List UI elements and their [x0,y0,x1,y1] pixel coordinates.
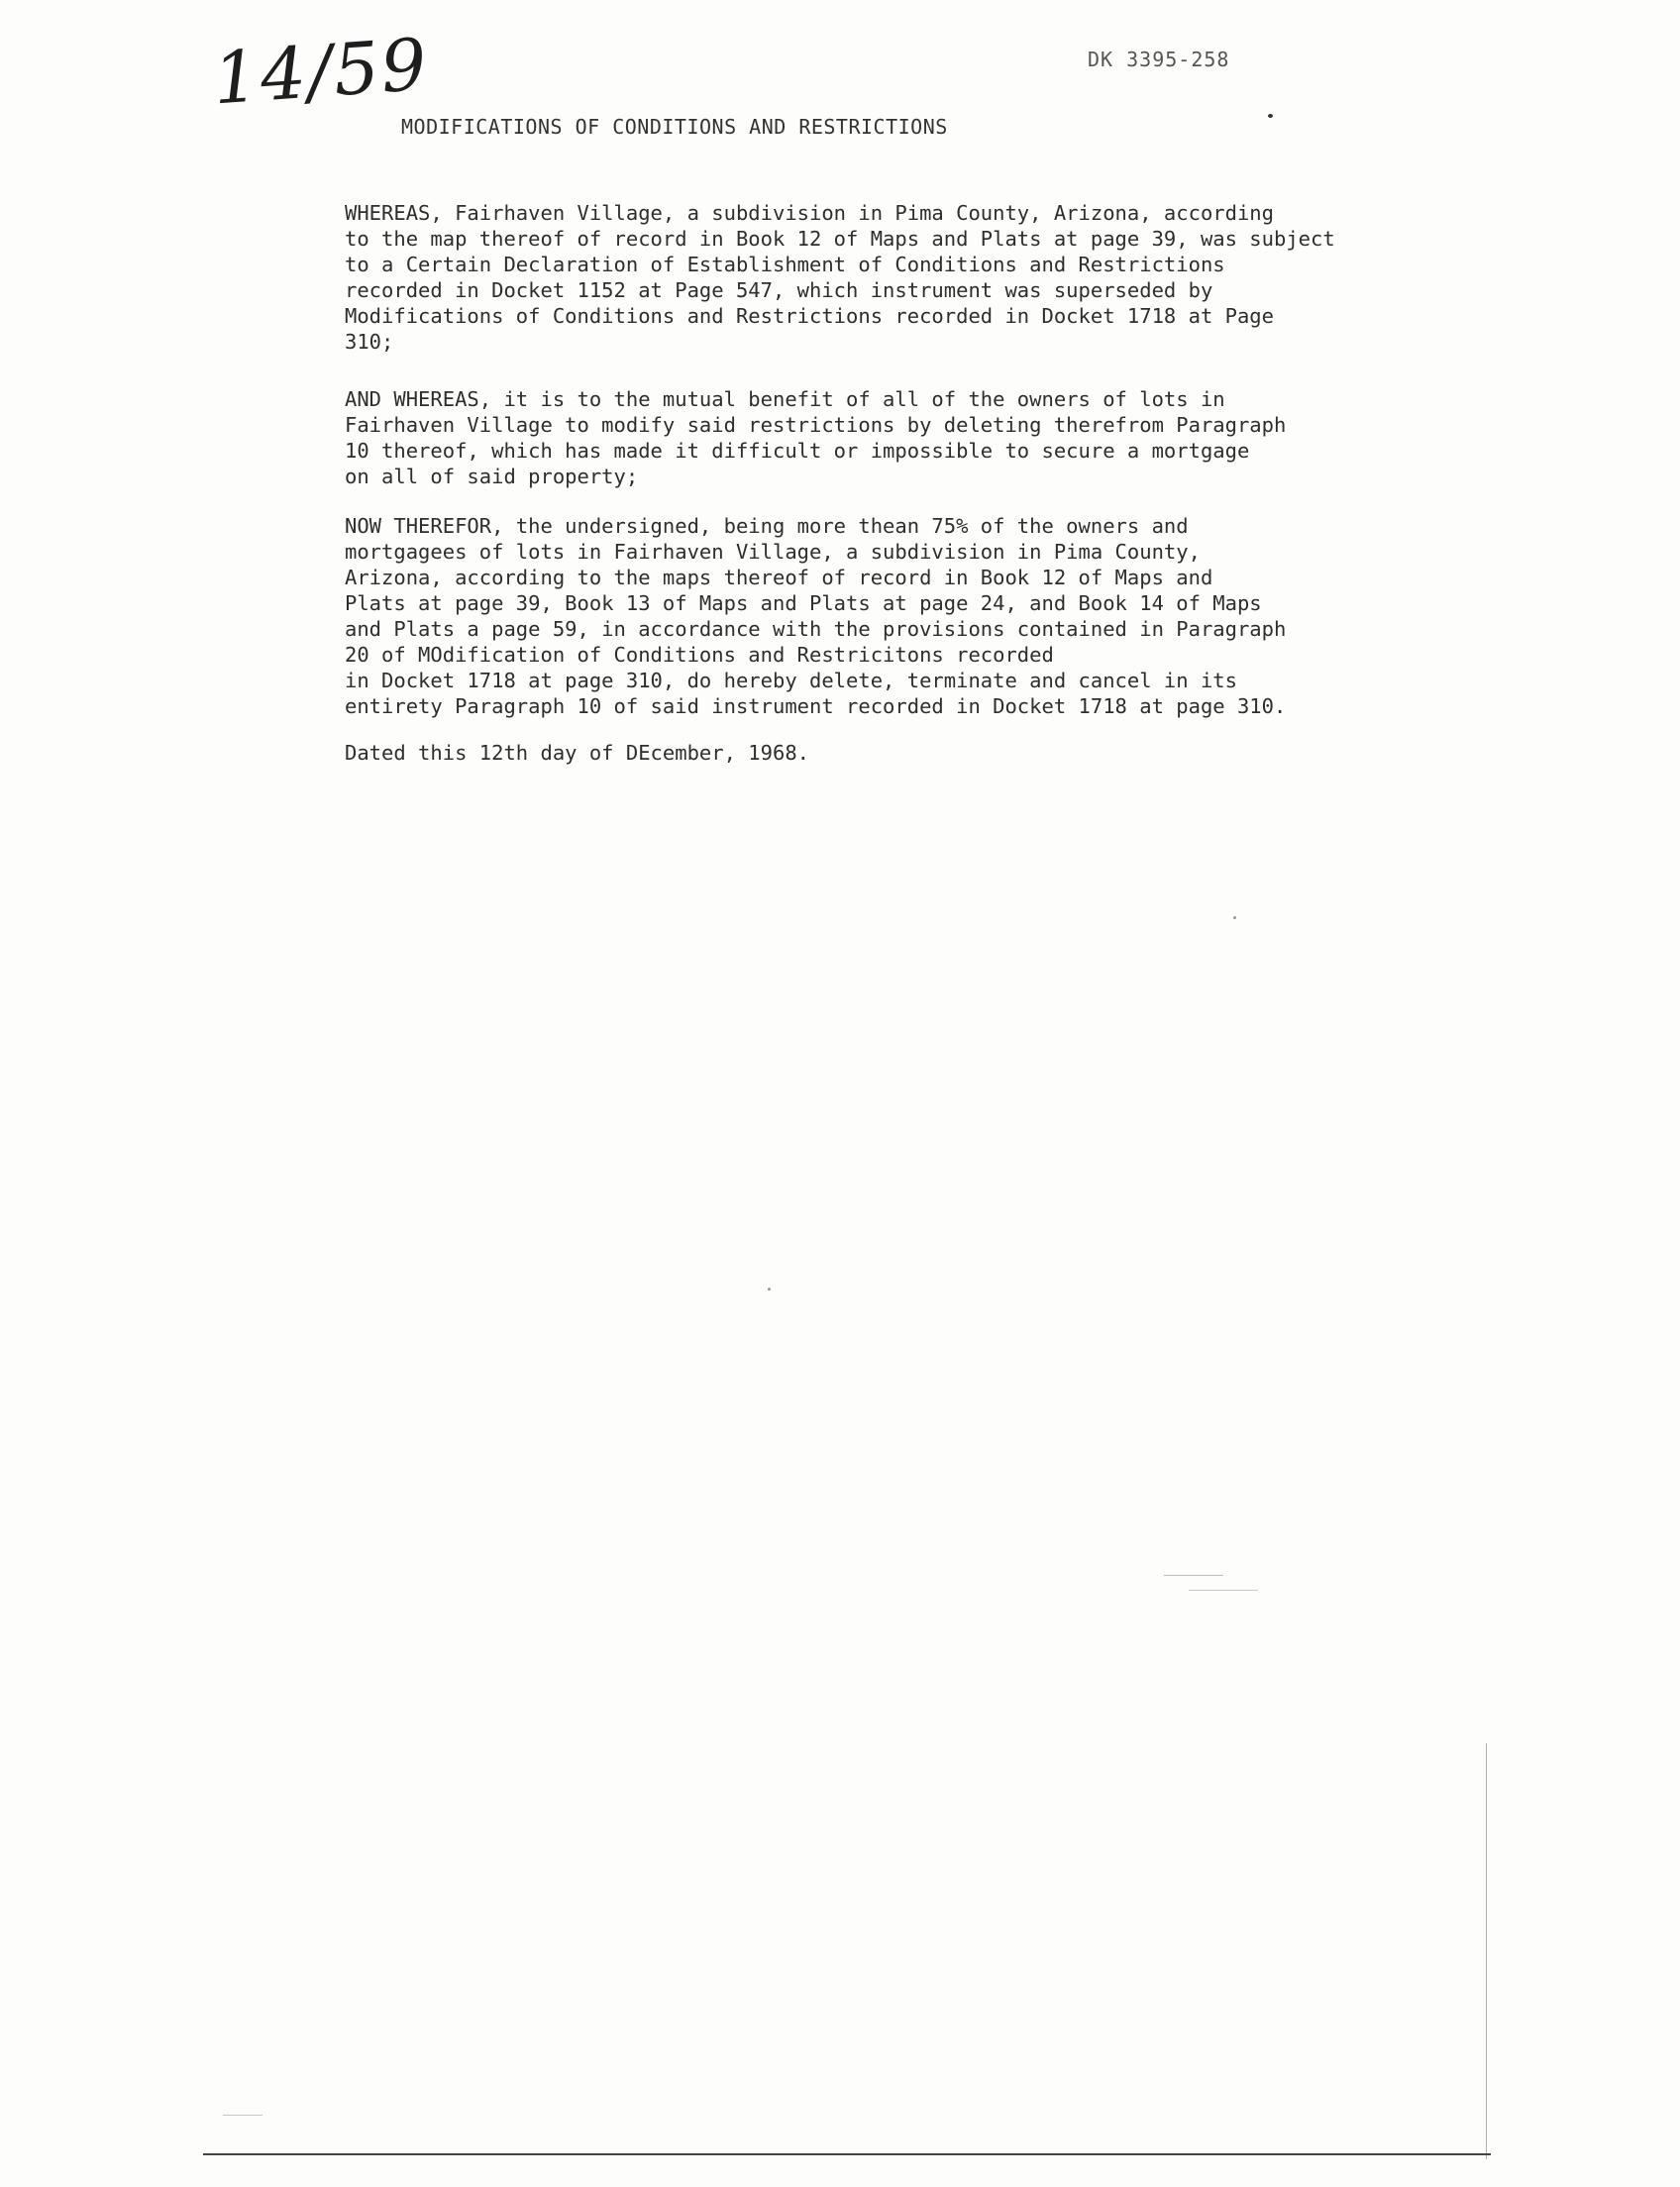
scan-speck [223,2115,262,2116]
document-title: MODIFICATIONS OF CONDITIONS AND RESTRICTIONS [401,115,948,139]
scan-speck [1268,114,1273,118]
paragraph-whereas: WHEREAS, Fairhaven Village, a subdivision in Pima County, Arizona, according to the map thereof of record in Book 12 of Maps and Plats at page 39, was subject to a Certain Declaration of Establishment of Conditions and Restrictions recorded in Docket 1152 at Page 547, which instrument was superseded by Modifications of Conditions and Restrictions recorded in Docket 1718 at Page 310; [345,201,1335,354]
paragraph-and-whereas: AND WHEREAS, it is to the mutual benefit of all of the owners of lots in Fairhaven Village to modify said restrictions by deleting therefrom Paragraph 10 thereof, which has made it difficult or impossible to secure a mortgage on all of said property; [345,387,1287,488]
dated-line: Dated this 12th day of DEcember, 1968. [345,741,809,765]
bottom-rule [203,2153,1491,2155]
scan-speck [1233,916,1236,919]
scan-speck [768,1288,771,1291]
docket-number: DK 3395-258 [1088,48,1230,71]
scan-edge-line [1486,1743,1487,2159]
scan-speck [1189,1590,1258,1591]
paragraph-now-therefor: NOW THEREFOR, the undersigned, being more thean 75% of the owners and mortgagees of lots in Fairhaven Village, a subdivision in Pima County, Arizona, according to the maps thereof of record in Book 12 of Maps and Plats at page 39, Book 13 of Maps and Plats at page 24, and Book 14 of Maps and Plats a page 59, in accordance with the provisions contained in Paragraph 20 of MOdification of Conditions and Restricitons recorded in Docket 1718 at page 310, do hereby delete, terminate and cancel in its entirety Paragraph 10 of said instrument recorded in Docket 1718 at page 310. [345,514,1287,718]
handwritten-note: 14/59 [210,22,432,121]
scan-speck [1164,1575,1223,1576]
